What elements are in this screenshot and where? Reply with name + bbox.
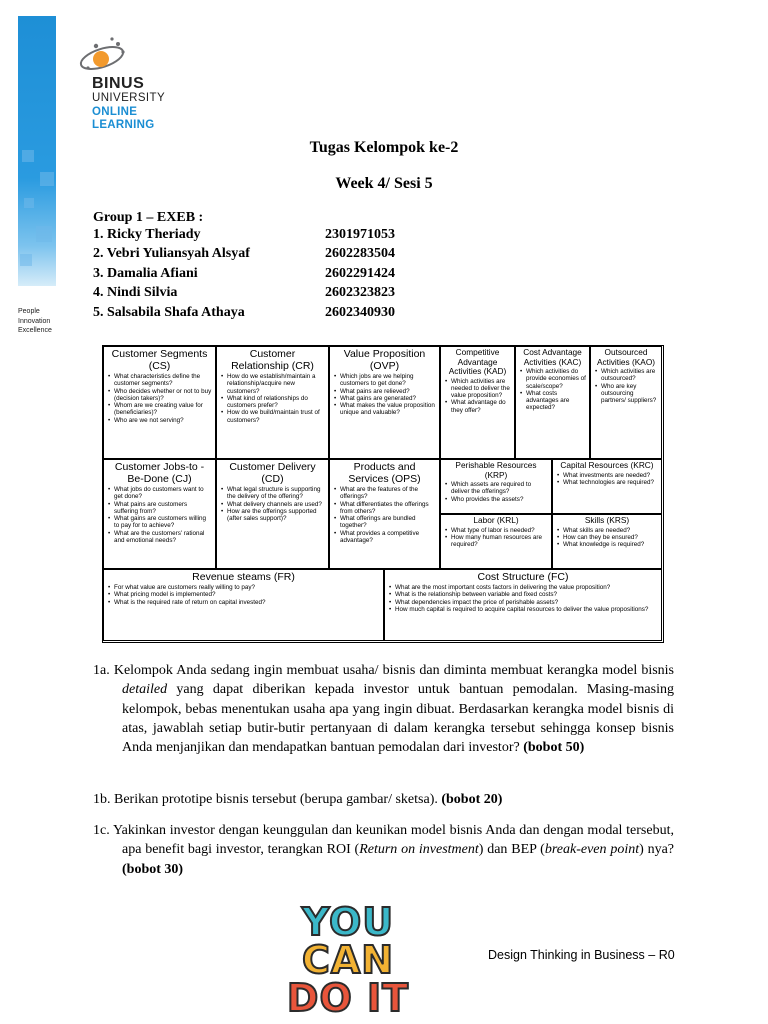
page-subtitle: Week 4/ Sesi 5	[335, 175, 433, 192]
canvas-cell-fr: Revenue steams (FR) • For what value are customers really willing to pay? • What pricing model is implemented? • What is the required rate of return on capital invested?	[103, 569, 384, 641]
canvas-cell-krc: Capital Resources (KRC) • What investments are needed? • What technologies are required?	[552, 459, 662, 514]
canvas-cell-cs: Customer Segments (CS) • What characteristics define the customer segments? • Who decides whether or not to buy (decision takers)? • Whom are we creating value for (beneficiaries)? • Who are we not serving?	[103, 346, 216, 459]
footer-text: Design Thinking in Business – R0	[488, 948, 675, 962]
member-row: 1. Ricky Theriady 2301971053	[93, 227, 395, 242]
binus-logo-icon	[74, 32, 134, 80]
canvas-cell-krl: Labor (KRL) • What type of labor is needed? • How many human resources are required?	[440, 514, 552, 569]
page-title: Tugas Kelompok ke-2	[309, 139, 459, 156]
member-row: 2. Vebri Yuliansyah Alsyaf 2602283504	[93, 246, 395, 262]
member-list	[93, 227, 453, 324]
canvas-cell-kad: Competitive Advantage Activities (KAD) • Which activities are needed to deliver the value proposition? • What advantage do they offer?	[440, 346, 515, 459]
business-model-canvas	[102, 345, 664, 643]
canvas-cell-cr: Customer Relationship (CR) • How do we establish/maintain a relationship/acquire new customers? • What kind of relationships do customers prefer? • How do we build/maintain trust of customers?	[216, 346, 329, 459]
you-can-do-it-sticker	[282, 900, 414, 1024]
canvas-cell-ops: Products and Services (OPS) • What are the features of the offerings? • What differentiates the offerings from others? • What offerings are bundled together? • What provides a competitive advantage?	[329, 459, 440, 569]
canvas-cell-kac: Cost Advantage Activities (KAC) • Which activities do provide economies of scale/scope? • What costs advantages are expected?	[515, 346, 590, 459]
canvas-cell-kao: Outsourced Activities (KAO) • Which activities are outsourced? • Who are key outsourcing partners/ suppliers?	[590, 346, 662, 459]
tagline: People Innovation Excellence	[18, 308, 52, 334]
question-1c: 1c. Yakinkan investor dengan keunggulan dan keunikan model bisnis Anda dan dengan modal tersebut, apa benefit bagi investor, terangkan ROI (Return on investment) dan BEP (break-even point) nya? (bobot 30)	[93, 823, 674, 877]
canvas-cell-cj: Customer Jobs-to - Be-Done (CJ) • What jobs do customers want to get done? • What pains are customers suffering from? • What gains are customers willing to pay for to achieve? • What are the customers' rational and emotional needs?	[103, 459, 216, 569]
group-label: Group 1 – EXEB :	[93, 210, 204, 225]
sticker-line-3: DO IT	[286, 976, 410, 1020]
sticker-line-2: CAN	[301, 938, 395, 982]
binus-logo: BINUS UNIVERSITY ONLINE LEARNING	[74, 32, 214, 137]
canvas-cell-cd: Customer Delivery (CD) • What legal structure is supporting the delivery of the offering? • What delivery channels are used? • How are the offerings supported (after sales support)?	[216, 459, 329, 569]
canvas-cell-krp: Perishable Resources (KRP) • Which assets are required to deliver the offerings? • Who provides the assets?	[440, 459, 552, 514]
question-1b: 1b. Berikan prototipe bisnis tersebut (berupa gambar/ sketsa). (bobot 20)	[93, 792, 503, 807]
member-row: 4. Nindi Silvia 2602323823	[93, 285, 395, 301]
member-row: 5. Salsabila Shafa Athaya 2602340930	[93, 304, 395, 320]
canvas-cell-ovp: Value Proposition (OVP) • Which jobs are we helping customers to get done? • What pains are relieved? • What gains are generated? • What makes the value proposition unique and valuable?	[329, 346, 440, 459]
canvas-cell-krs: Skills (KRS) • What skills are needed? • How can they be ensured? • What knowledge is required?	[552, 514, 662, 569]
member-row: 3. Damalia Afiani 2602291424	[93, 265, 395, 281]
sticker-line-1: YOU	[301, 900, 395, 944]
canvas-cell-fc: Cost Structure (FC) • What are the most important costs factors in delivering the value proposition? • What is the relationship between variable and fixed costs? • What dependencies impact the price of perishable assets? • How much capital is required to acquire capital resources to deliver the value propositions?	[384, 569, 662, 641]
question-1a: 1a. Kelompok Anda sedang ingin membuat usaha/ bisnis dan diminta membuat kerangka model bisnis detailed yang dapat diberikan kepada investor untuk bantuan pemodalan. Masing-masing kelompok, bebas menentukan usaha apa yang ingin dibuat. Berdasarkan kerangka model bisnis di atas, jawablah setiap butir-butir pertanyaan di dalam kerangka tersebut sehingga konsep bisnis Anda menjanjikan dan mendapatkan bantuan pemodalan dari investor? (bobot 50)	[93, 663, 675, 756]
